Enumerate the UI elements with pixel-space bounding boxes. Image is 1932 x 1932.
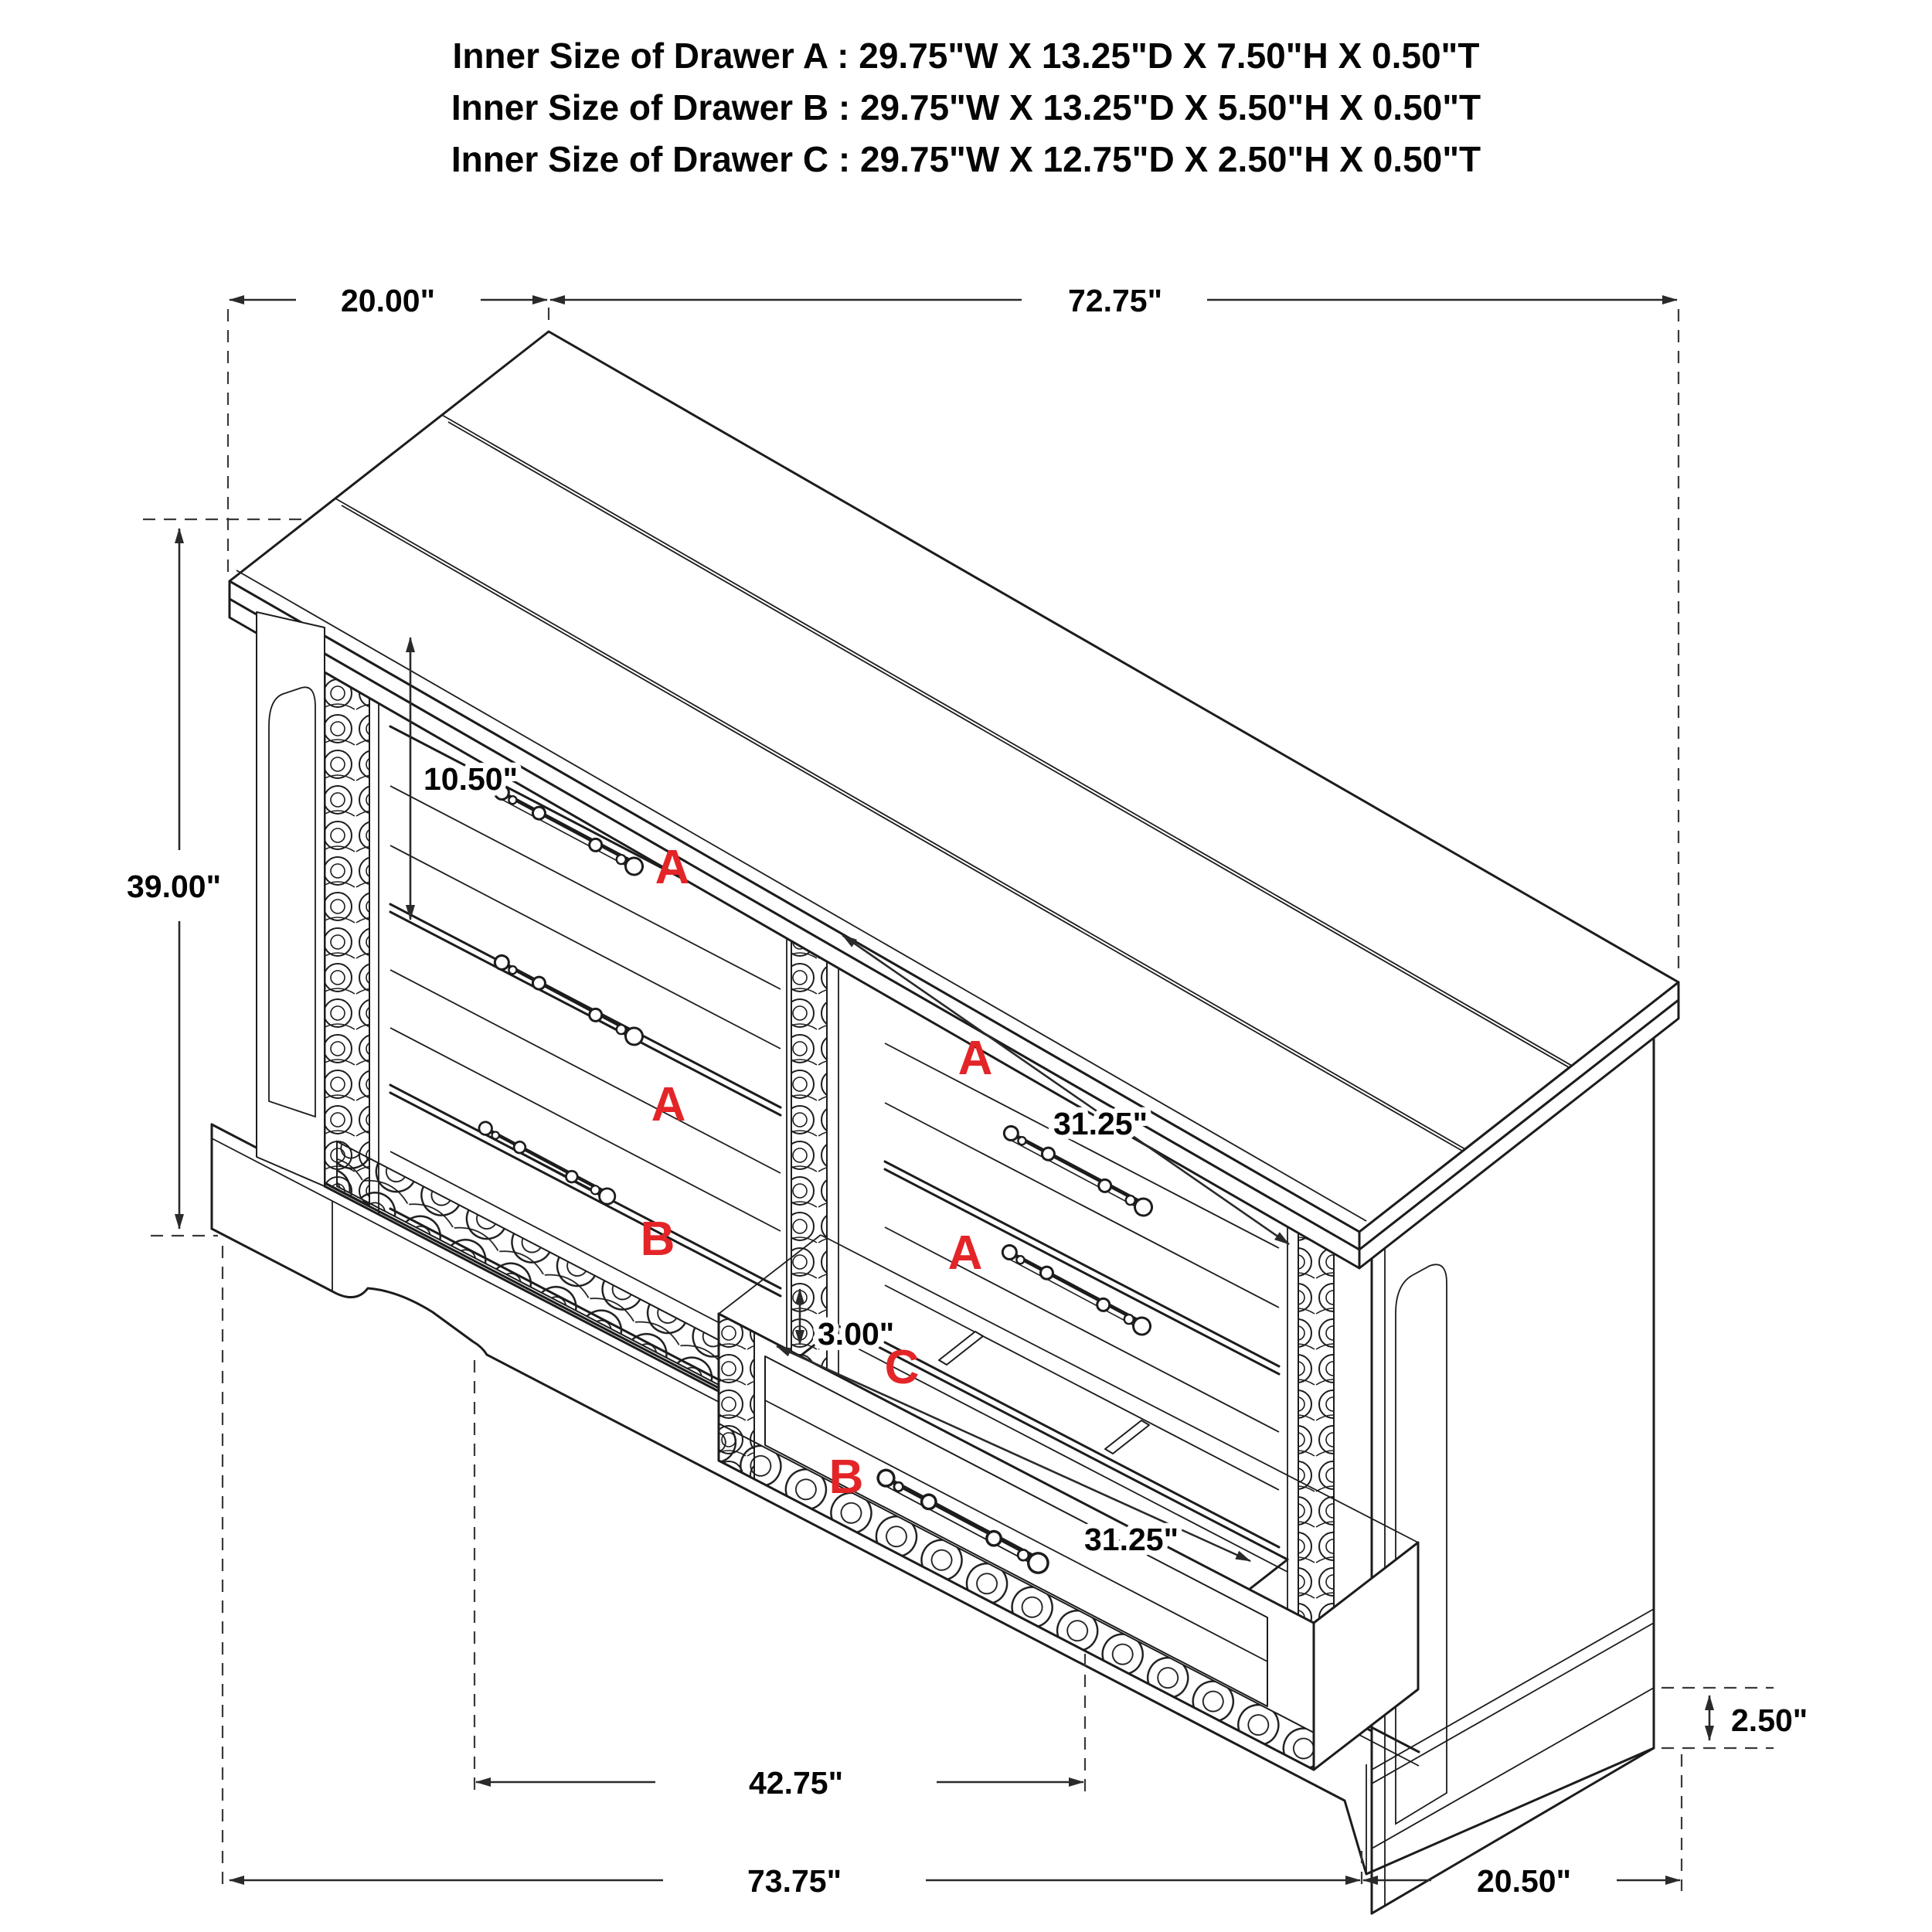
dimension-top-depth	[230, 283, 547, 318]
dim-height-label: 39.00"	[126, 869, 222, 904]
drawer-label-a-left-top: A	[655, 841, 690, 894]
dim-drawer-width-lower-label: 31.25"	[1083, 1522, 1179, 1557]
dim-drawer-width-upper-label: 31.25"	[1053, 1106, 1148, 1141]
left-pilaster	[257, 612, 325, 1186]
drawer-label-a-left-middle: A	[651, 1078, 686, 1131]
dimension-base-width	[230, 1863, 1360, 1899]
dim-top-width-label: 72.75"	[1067, 283, 1163, 318]
title-line-3: Inner Size of Drawer C : 29.75"W X 12.75"D X 2.50"H X 0.50"T	[451, 139, 1481, 179]
dimension-open-span	[476, 1765, 1083, 1801]
left-carved-stile	[325, 628, 369, 1206]
dim-top-to-second-drawer-label: 10.50"	[423, 761, 519, 797]
title-line-2: Inner Size of Drawer B : 29.75"W X 13.25"D X 5.50"H X 0.50"T	[451, 87, 1481, 128]
dim-kick-height-label: 2.50"	[1731, 1702, 1808, 1738]
dim-base-depth-label: 20.50"	[1476, 1863, 1572, 1899]
title-line-1: Inner Size of Drawer A : 29.75"W X 13.25"D X 7.50"H X 0.50"T	[452, 36, 1480, 76]
drawer-label-c-open: C	[884, 1341, 920, 1394]
dim-open-span-label: 42.75"	[748, 1765, 844, 1801]
drawer-label-a-right-top: A	[957, 1032, 993, 1085]
drawer-label-b-open: B	[828, 1451, 864, 1504]
dresser-drawing	[212, 332, 1679, 1913]
dimension-kick-height	[1709, 1696, 1808, 1740]
drawer-label-a-right-middle: A	[947, 1226, 983, 1280]
dimension-height	[127, 529, 221, 1229]
dim-base-width-label: 73.75"	[747, 1863, 842, 1899]
title-block	[451, 36, 1481, 179]
drawer-label-b-left-bottom: B	[640, 1213, 675, 1266]
dimension-top-width	[550, 283, 1677, 318]
dim-top-depth-label: 20.00"	[340, 283, 436, 318]
dim-drawer-c-height-label: 3.00"	[818, 1316, 895, 1352]
